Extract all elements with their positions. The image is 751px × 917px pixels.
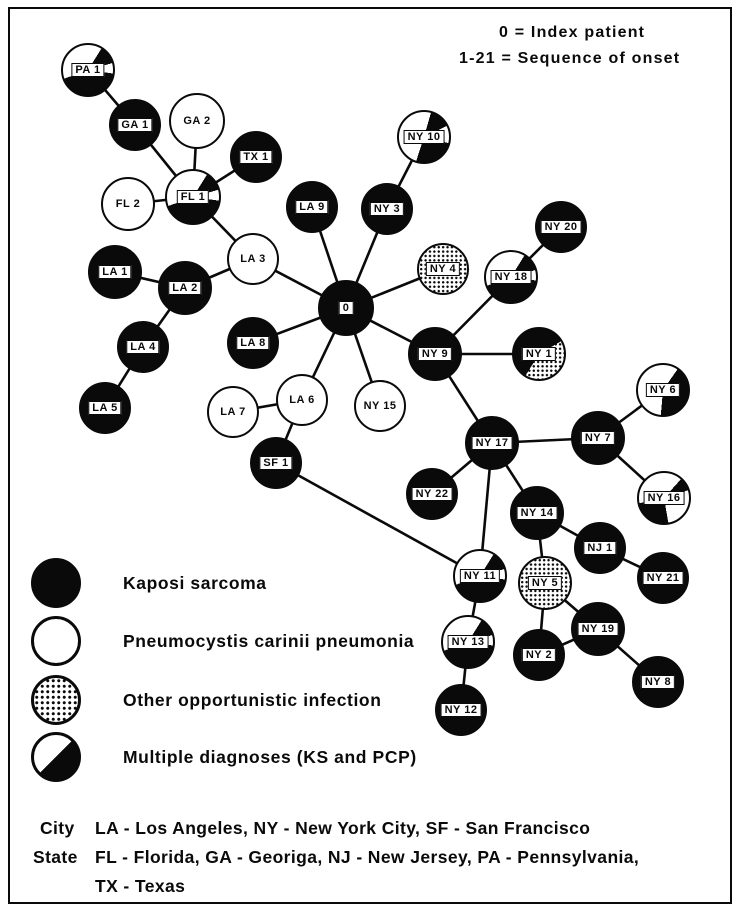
node-label-GA1: GA 1 bbox=[117, 118, 152, 132]
node-NY8 bbox=[632, 656, 684, 708]
node-LA7 bbox=[207, 386, 259, 438]
node-LA3 bbox=[227, 233, 279, 285]
node-label-NY17: NY 17 bbox=[472, 436, 513, 450]
node-LA5 bbox=[79, 382, 131, 434]
node-NY20 bbox=[535, 201, 587, 253]
node-label-FL1: FL 1 bbox=[177, 190, 209, 204]
footer-state-label: State bbox=[33, 847, 78, 867]
node-LA1 bbox=[88, 245, 142, 299]
node-label-NY20: NY 20 bbox=[541, 220, 582, 234]
node-label-NY18: NY 18 bbox=[491, 270, 532, 284]
node-label-LA9: LA 9 bbox=[295, 200, 328, 214]
node-label-NY4: NY 4 bbox=[426, 262, 460, 276]
node-NY6 bbox=[636, 363, 690, 417]
node-label-TX1: TX 1 bbox=[239, 150, 272, 164]
legend-row-pcp bbox=[31, 616, 414, 666]
other-oi-swatch bbox=[31, 675, 81, 725]
node-GA2 bbox=[169, 93, 225, 149]
footer-state-text-line2: TX - Texas bbox=[95, 876, 186, 896]
node-label-NY11: NY 11 bbox=[460, 569, 500, 583]
node-label-NY13: NY 13 bbox=[448, 635, 489, 649]
node-LA6 bbox=[276, 374, 328, 426]
node-label-NY2: NY 2 bbox=[522, 648, 556, 662]
node-label-NY5: NY 5 bbox=[528, 576, 562, 590]
footer-state-text-line1: FL - Florida, GA - Georiga, NJ - New Jersey, PA - Pennsylvania, bbox=[95, 847, 640, 867]
node-label-NY7: NY 7 bbox=[581, 431, 615, 445]
node-NY7 bbox=[571, 411, 625, 465]
node-NY18 bbox=[484, 250, 538, 304]
node-label-NY21: NY 21 bbox=[643, 571, 684, 585]
kaposi-sarcoma-swatch bbox=[31, 558, 81, 608]
node-label-SF1: SF 1 bbox=[259, 456, 292, 470]
node-GA1 bbox=[109, 99, 161, 151]
header-sequence-note: 1-21 = Sequence of onset bbox=[459, 50, 681, 67]
node-LA9 bbox=[286, 181, 338, 233]
node-label-LA4: LA 4 bbox=[126, 340, 159, 354]
footer-city-text: LA - Los Angeles, NY - New York City, SF - San Francisco bbox=[95, 818, 591, 838]
node-NY19 bbox=[571, 602, 625, 656]
node-label-NY6: NY 6 bbox=[646, 383, 680, 397]
legend-row-multiple-diagnoses bbox=[31, 732, 417, 782]
node-label-GA2: GA 2 bbox=[183, 115, 211, 127]
node-NY22 bbox=[406, 468, 458, 520]
node-NY4 bbox=[417, 243, 469, 295]
node-SF1 bbox=[250, 437, 302, 489]
node-label-LA3: LA 3 bbox=[240, 253, 266, 265]
node-label-LA5: LA 5 bbox=[88, 401, 121, 415]
node-NY12 bbox=[435, 684, 487, 736]
node-label-LA1: LA 1 bbox=[98, 265, 131, 279]
node-LA8 bbox=[227, 317, 279, 369]
node-label-NY22: NY 22 bbox=[412, 487, 453, 501]
node-NY17 bbox=[465, 416, 519, 470]
header-index-patient-note: 0 = Index patient bbox=[499, 24, 646, 41]
node-label-NJ1: NJ 1 bbox=[583, 541, 616, 555]
node-TX1 bbox=[230, 131, 282, 183]
legend-label: Multiple diagnoses (KS and PCP) bbox=[123, 746, 417, 767]
node-FL2 bbox=[101, 177, 155, 231]
node-label-LA8: LA 8 bbox=[236, 336, 269, 350]
node-LA2 bbox=[158, 261, 212, 315]
node-label-NY15: NY 15 bbox=[363, 400, 397, 412]
node-NY10 bbox=[397, 110, 451, 164]
node-label-NY12: NY 12 bbox=[441, 703, 482, 717]
node-NY5 bbox=[518, 556, 572, 610]
node-NY1 bbox=[512, 327, 566, 381]
node-label-NY16: NY 16 bbox=[644, 491, 685, 505]
node-label-LA7: LA 7 bbox=[220, 406, 246, 418]
node-NY14 bbox=[510, 486, 564, 540]
legend-label: Pneumocystis carinii pneumonia bbox=[123, 630, 415, 651]
node-label-NY1: NY 1 bbox=[522, 347, 556, 361]
node-NY2 bbox=[513, 629, 565, 681]
pcp-swatch bbox=[31, 616, 81, 666]
node-NY3 bbox=[361, 183, 413, 235]
node-NY21 bbox=[637, 552, 689, 604]
node-NY9 bbox=[408, 327, 462, 381]
node-NY13 bbox=[441, 615, 495, 669]
node-PA1 bbox=[61, 43, 115, 97]
footer-city-label: City bbox=[40, 818, 75, 838]
node-NY16 bbox=[637, 471, 691, 525]
node-label-NY9: NY 9 bbox=[418, 347, 452, 361]
node-label-NY19: NY 19 bbox=[578, 622, 619, 636]
node-label-FL2: FL 2 bbox=[115, 198, 141, 210]
node-NJ1 bbox=[574, 522, 626, 574]
node-label-PA1: PA 1 bbox=[71, 63, 104, 77]
multiple-diagnoses-swatch bbox=[31, 732, 81, 782]
node-FL1 bbox=[165, 169, 221, 225]
node-label-NY8: NY 8 bbox=[641, 675, 675, 689]
node-label-ZERO: 0 bbox=[339, 301, 354, 315]
legend-row-kaposi-sarcoma bbox=[31, 558, 267, 608]
node-label-NY10: NY 10 bbox=[404, 130, 445, 144]
node-label-LA2: LA 2 bbox=[168, 281, 201, 295]
legend-label: Other opportunistic infection bbox=[123, 689, 382, 710]
node-LA4 bbox=[117, 321, 169, 373]
node-NY15 bbox=[354, 380, 406, 432]
node-label-LA6: LA 6 bbox=[289, 394, 315, 406]
node-ZERO bbox=[318, 280, 374, 336]
node-label-NY3: NY 3 bbox=[370, 202, 404, 216]
legend-row-other-oi bbox=[31, 675, 382, 725]
node-NY11 bbox=[453, 549, 507, 603]
legend-label: Kaposi sarcoma bbox=[123, 572, 267, 593]
node-label-NY14: NY 14 bbox=[517, 506, 558, 520]
